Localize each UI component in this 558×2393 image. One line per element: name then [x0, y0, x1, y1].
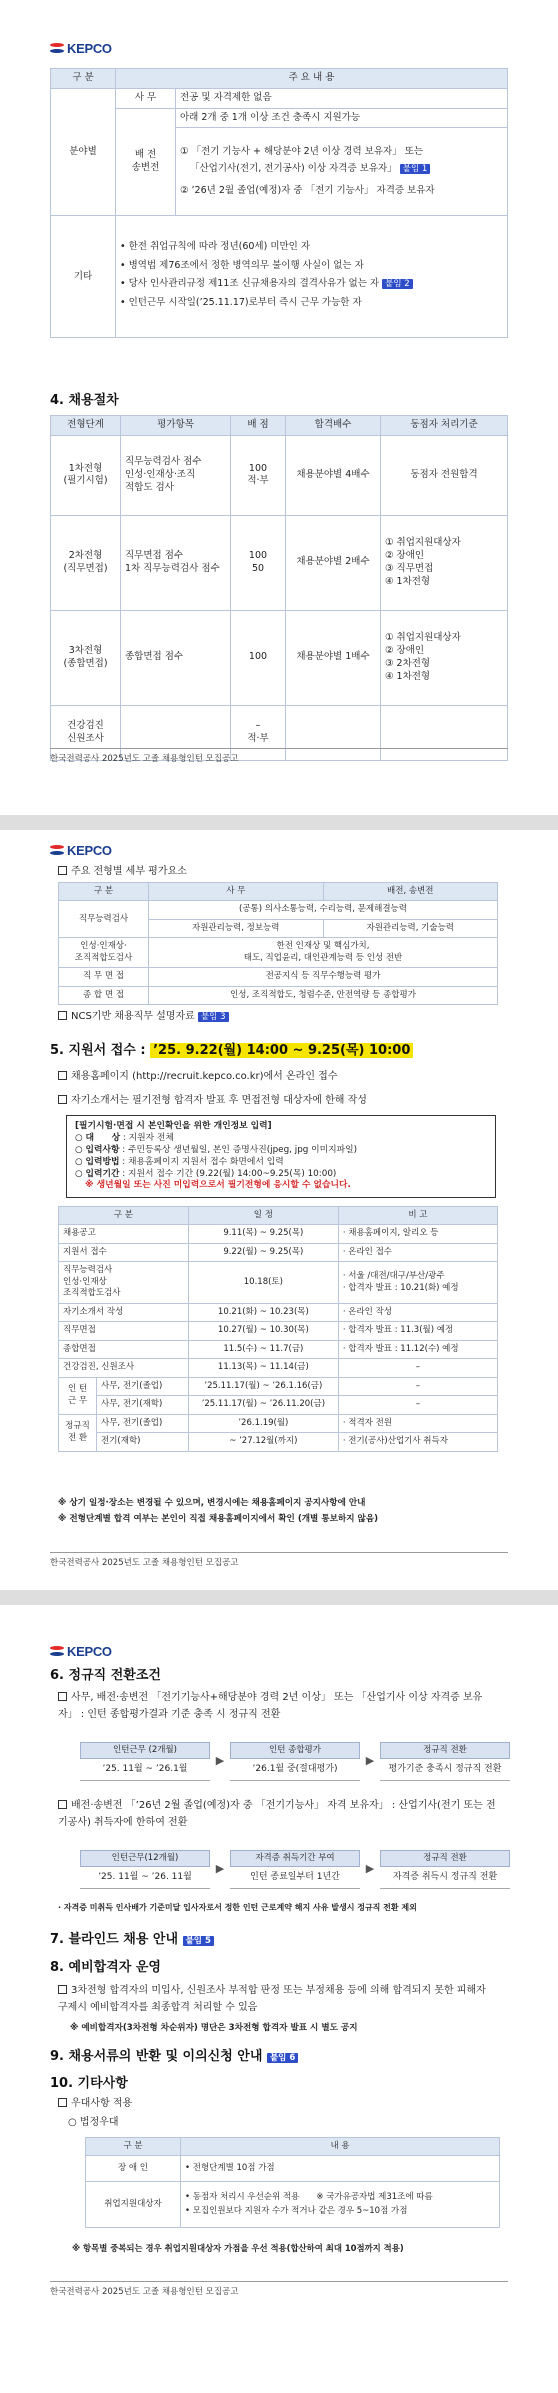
table-cell: 전공지식 등 직무수행능력 평가	[149, 968, 498, 986]
page-footer: 한국전력공사 2025년도 고졸 채용형인턴 모집공고	[50, 2281, 508, 2298]
section-title: 8. 예비합격자 운영	[50, 1960, 161, 1975]
table-cell: 9.22(월) ~ 9.25(목)	[188, 1243, 338, 1261]
table-cell: • 동점자 처리시 우선순위 적용 ※ 국가유공자법 제31조에 따름 • 모집인원보다 지원자 수가 적거나 같은 경우 5~10점 가점	[181, 2182, 500, 2228]
conversion-flow-1	[80, 1742, 510, 1781]
reserve-note: ※ 예비합격자(3차전형 차순위자) 명단은 3차전형 합격자 발표 시 별도 공지	[70, 2023, 358, 2033]
col-header: 구 분	[51, 69, 116, 89]
table-cell: 100	[231, 610, 286, 705]
table-cell: · 채용홈페이지, 알리오 등	[338, 1225, 497, 1243]
box-title: [필기시험·면접 시 본인확인을 위한 개인정보 입력]	[75, 1121, 272, 1131]
table-cell: · 합격자 발표 : 11.12(수) 예정	[338, 1340, 497, 1358]
flow-step: 인턴근무 (2개월) ’25. 11월 ~ ’26.1월	[80, 1742, 210, 1781]
office-value: 전공 및 자격제한 없음	[176, 88, 508, 108]
conversion-flow-2	[80, 1850, 510, 1889]
checkbox-icon	[58, 1692, 67, 1701]
arrow-right-icon: ▶	[215, 1753, 225, 1767]
section-title: 9. 채용서류의 반환 및 이의신청 안내 붙임 6	[50, 2048, 298, 2066]
pref-table	[85, 2137, 500, 2228]
etc-item: • 인턴근무 시작일(’25.11.17)로부터 즉시 근무 가능한 자	[120, 297, 362, 309]
section-title: 10. 기타사항	[50, 2076, 128, 2091]
table-cell: 채용공고	[59, 1225, 189, 1243]
office-label: 사 무	[116, 88, 176, 108]
checkbox-icon	[58, 2098, 67, 2107]
etc-label: 기타	[51, 216, 116, 338]
arrow-right-icon: ▶	[365, 1861, 375, 1875]
table-cell: 자기소개서 작성	[59, 1303, 189, 1321]
flow-step: 정규직 전환 자격증 취득시 정규직 전환	[380, 1850, 510, 1889]
col-header: 주 요 내 용	[116, 69, 508, 89]
page-footer: 한국전력공사 2025년도 고졸 채용형인턴 모집공고	[50, 1552, 508, 1569]
col-header: 구 분	[59, 883, 149, 901]
table-cell: 3차전형 (종합면접)	[51, 610, 121, 705]
row-label: 종 합 면 접	[59, 986, 149, 1004]
etc-item: • 한전 취업규칙에 따라 정년(60세) 미만인 자	[120, 240, 311, 252]
box-item: ○ 입력기간 : 지원서 접수 기간 (9.22(월) 14:00~9.25(목) 10:00)	[75, 1168, 337, 1179]
table-cell: 사무, 전기(졸업)	[97, 1414, 189, 1432]
attachment-badge: 붙임 2	[382, 279, 413, 289]
schedule-note: ※ 상기 일정·장소는 변경될 수 있으며, 변경시에는 채용홈페이지 공지사항에 안내	[58, 1498, 366, 1508]
table-cell: 9.11(목) ~ 9.25(목)	[188, 1225, 338, 1243]
eval-heading: 주요 전형별 세부 평가요소	[58, 865, 187, 879]
row-label: 직무능력검사	[59, 901, 149, 938]
section-title: 7. 블라인드 채용 안내 붙임 5	[50, 1931, 214, 1949]
row-label: 취업지원대상자	[86, 2182, 181, 2228]
table-cell: 채용분야별 2배수	[286, 515, 381, 610]
table-cell: 1차전형 (필기시험)	[51, 435, 121, 515]
table-cell: ① 취업지원대상자 ② 장애인 ③ 2차전형 ④ 1차전형	[381, 610, 508, 705]
table-cell: 직무능력검사 점수 인성·인재상·조직 적합도 검사	[121, 435, 231, 515]
table-cell: · 온라인 작성	[338, 1303, 497, 1321]
col-header: 구 분	[86, 2138, 181, 2156]
section-title: 4. 채용절차	[50, 393, 119, 408]
table-cell: ’25.11.17(월) ~ ’26.1.16(금)	[188, 1377, 338, 1395]
checkbox-icon	[58, 1985, 67, 1994]
section-title: 6. 정규직 전환조건	[50, 1668, 161, 1683]
table-cell: 채용분야별 1배수	[286, 610, 381, 705]
table-cell: 10.27(월) ~ 10.30(목)	[188, 1322, 338, 1340]
table-cell: 사무, 전기(졸업)	[97, 1377, 189, 1395]
table-cell: 종합면접	[59, 1340, 189, 1358]
page-separator	[0, 815, 558, 830]
pref-heading: 우대사항 적용	[58, 2097, 132, 2111]
table-cell: 인성, 조직적합도, 청렴수준, 안전역량 등 종합평가	[149, 986, 498, 1004]
col-header: 전형단계	[51, 416, 121, 436]
ncs-line: NCS기반 채용직무 설명자료 붙임 3	[58, 1010, 229, 1024]
procedure-table	[50, 415, 508, 761]
col-header: 내 용	[181, 2138, 500, 2156]
table-cell: (공통) 의사소통능력, 수리능력, 문제해결능력	[149, 901, 498, 919]
checkbox-icon	[58, 1095, 67, 1104]
checkbox-icon	[58, 866, 67, 875]
schedule-note: ※ 전형단계별 합격 여부는 본인이 직접 채용홈페이지에서 확인 (개별 통보하지 않음)	[58, 1514, 379, 1524]
table-cell: ’26.1.19(월)	[188, 1414, 338, 1432]
col-header: 동점자 처리기준	[381, 416, 508, 436]
flow-step: 인턴근무(12개월) ’25. 11월 ~ ’26. 11월	[80, 1850, 210, 1889]
qualification-table	[50, 68, 508, 338]
apply-item: 자기소개서는 필기전형 합격자 발표 후 면접전형 대상자에 한해 작성	[58, 1094, 367, 1108]
page-footer: 한국전력공사 2025년도 고졸 채용형인턴 모집공고	[50, 748, 508, 765]
table-cell: 지원서 접수	[59, 1243, 189, 1261]
row-label: 인성·인재상· 조직적합도검사	[59, 938, 149, 968]
pref-note: ※ 항목별 중복되는 경우 취업지원대상자 가점을 우선 적용(합산하여 최대 10점까지 적용)	[72, 2243, 404, 2253]
table-cell: 건강검진, 신원조사	[59, 1359, 189, 1377]
reserve-para: 3차전형 합격자의 미입사, 신원조사 부적합 판정 또는 부정채용 등에 의해 합격되지 못한 피해자 구제시 예비합격자를 최종합격 처리할 수 있음	[58, 1985, 486, 2013]
line-cond-1b: 「산업기사(전기, 전기공사) 이상 자격증 보유자」	[190, 162, 397, 174]
row-label: 분야별	[51, 88, 116, 216]
section-title: 5. 지원서 접수 : ’25. 9.22(월) 14:00 ~ 9.25(목) 10:00	[50, 1042, 413, 1060]
table-cell: · 합격자 발표 : 11.3(월) 예정	[338, 1322, 497, 1340]
line-cond-1a: ① 「전기 기능사 + 해당분야 2년 이상 경력 보유자」 또는	[180, 145, 424, 157]
col-header: 일 정	[188, 1207, 338, 1225]
box-item: ○ 입력방법 : 채용홈페이지 지원서 접수 화면에서 입력	[75, 1156, 284, 1167]
col-header: 합격배수	[286, 416, 381, 436]
kepco-logo: KEPCO	[50, 842, 112, 860]
table-cell: 건강검진 신원조사	[51, 705, 121, 760]
table-cell: 사무, 전기(재학)	[97, 1396, 189, 1414]
table-cell: 자원관리능력, 기술능력	[323, 919, 498, 937]
attachment-badge: 붙임 3	[198, 1012, 229, 1022]
table-cell: ① 취업지원대상자 ② 장애인 ③ 직무면접 ④ 1차전형	[381, 515, 508, 610]
etc-item: • 병역법 제76조에서 정한 병역의무 불이행 사실이 없는 자	[120, 259, 364, 271]
table-cell: ~ ’27.12월(까지)	[188, 1433, 338, 1451]
row-label: 장 애 인	[86, 2156, 181, 2182]
attachment-badge: 붙임 6	[267, 2053, 298, 2063]
table-cell: 10.21(화) ~ 10.23(목)	[188, 1303, 338, 1321]
table-cell: 채용분야별 4배수	[286, 435, 381, 515]
table-cell: 한전 인재상 및 핵심가치, 태도, 직업윤리, 대인관계능력 등 인성 전반	[149, 938, 498, 968]
line-cond-2: ② ’26년 2월 졸업(예정)자 중 「전기 기능사」 자격증 보유자	[180, 185, 435, 197]
etc-item: • 당사 인사관리규정 제11조 신규채용자의 결격사유가 없는 자 붙임 2	[120, 278, 503, 291]
table-cell: 동점자 전원합격	[381, 435, 508, 515]
schedule-table	[58, 1206, 498, 1452]
col-header: 배전, 송변전	[323, 883, 498, 901]
table-cell: 직무면접 점수 1차 직무능력검사 점수	[121, 515, 231, 610]
table-cell: –	[338, 1396, 497, 1414]
checkbox-icon	[58, 1011, 67, 1020]
conversion-para: 사무, 배전·송변전 「전기기능사+해당분야 경력 2년 이상」 또는 「산업기사 이상 자격증 보유자」 : 인턴 종합평가결과 기준 충족 시 정규직 전환	[58, 1692, 483, 1720]
table-cell: – 적·부	[231, 705, 286, 760]
table-cell: 자원관리능력, 정보능력	[149, 919, 324, 937]
table-cell: • 전형단계별 10점 가점	[181, 2156, 500, 2182]
attachment-badge: 붙임 1	[400, 164, 431, 174]
kepco-logo: KEPCO	[50, 1643, 112, 1661]
kepco-logo: KEPCO	[50, 40, 112, 58]
col-header: 구 분	[59, 1207, 189, 1225]
box-warning: ※ 생년월일 또는 사진 미입력으로서 필기전형에 응시할 수 없습니다.	[85, 1180, 351, 1191]
flow-step: 자격증 취득기간 부여 인턴 종료일부터 1년간	[230, 1850, 360, 1889]
checkbox-icon	[58, 1071, 67, 1080]
table-cell: 전기(재학)	[97, 1433, 189, 1451]
table-cell: · 서울 /대전/대구/부산/광주 · 합격자 발표 : 10.21(화) 예정	[338, 1262, 497, 1303]
row-label: 정규직 전 환	[59, 1414, 97, 1451]
table-cell: 10.18(토)	[188, 1262, 338, 1303]
row-label: 인 턴 근 무	[59, 1377, 97, 1414]
line-intro: 아래 2개 중 1개 이상 조건 충족시 지원가능	[176, 108, 508, 128]
conversion-note: · 자격증 미취득 인사배가 기준미달 입사자로서 정한 인턴 근로계약 해지 사유 발생시 정규직 전환 제외	[58, 1903, 417, 1912]
pref-subheading: ○ 법정우대	[68, 2117, 119, 2128]
row-label: 직 무 면 접	[59, 968, 149, 986]
col-header: 사 무	[149, 883, 324, 901]
apply-period: ’25. 9.22(월) 14:00 ~ 9.25(목) 10:00	[150, 1043, 413, 1058]
arrow-right-icon: ▶	[365, 1753, 375, 1767]
apply-item: 채용홈페이지 (http://recruit.kepco.co.kr)에서 온라인 접수	[58, 1070, 338, 1084]
table-cell: 종합면접 점수	[121, 610, 231, 705]
table-cell: · 적격자 전원	[338, 1414, 497, 1432]
page-1	[0, 0, 558, 815]
table-cell: –	[338, 1359, 497, 1377]
table-cell: · 전기(공사)산업기사 취득자	[338, 1433, 497, 1451]
line-label: 배 전 송변전	[116, 108, 176, 216]
table-cell: 2차전형 (직무면접)	[51, 515, 121, 610]
table-cell: ’25.11.17(월) ~ ’26.11.20(금)	[188, 1396, 338, 1414]
col-header: 배 점	[231, 416, 286, 436]
col-header: 평가항목	[121, 416, 231, 436]
table-cell: 직무능력검사 인성·인재상 조직적합도검사	[59, 1262, 189, 1303]
table-cell: 11.5(수) ~ 11.7(금)	[188, 1340, 338, 1358]
table-cell: 직무면접	[59, 1322, 189, 1340]
table-cell: 100 적·부	[231, 435, 286, 515]
page-separator	[0, 1590, 558, 1605]
arrow-right-icon: ▶	[215, 1861, 225, 1875]
table-cell: 11.13(목) ~ 11.14(금)	[188, 1359, 338, 1377]
eval-table	[58, 882, 498, 1005]
table-cell: 100 50	[231, 515, 286, 610]
attachment-badge: 붙임 5	[183, 1936, 214, 1946]
id-info-box	[66, 1115, 496, 1198]
page-3	[0, 1605, 558, 2393]
table-cell: · 온라인 접수	[338, 1243, 497, 1261]
col-header: 비 고	[338, 1207, 497, 1225]
table-cell: –	[338, 1377, 497, 1395]
page-2	[0, 830, 558, 1590]
flow-step: 인턴 종합평가 ’26.1월 중(절대평가)	[230, 1742, 360, 1781]
line-cond-1b-wrap	[180, 163, 503, 176]
box-item: ○ 입력사항 : 주민등록상 생년월일, 본인 증명사진(jpeg, jpg 이미지파일)	[75, 1144, 358, 1155]
flow-step: 정규직 전환 평가기준 충족시 정규직 전환	[380, 1742, 510, 1781]
checkbox-icon	[58, 1800, 67, 1809]
conversion-para: 배전·송변전 「’26년 2월 졸업(예정)자 중 「전기기능사」 자격 보유자」 : 산업기사(전기 또는 전기공사) 취득자에 한하여 전환	[58, 1800, 496, 1828]
box-item: ○ 대 상 : 지원자 전체	[75, 1132, 174, 1143]
